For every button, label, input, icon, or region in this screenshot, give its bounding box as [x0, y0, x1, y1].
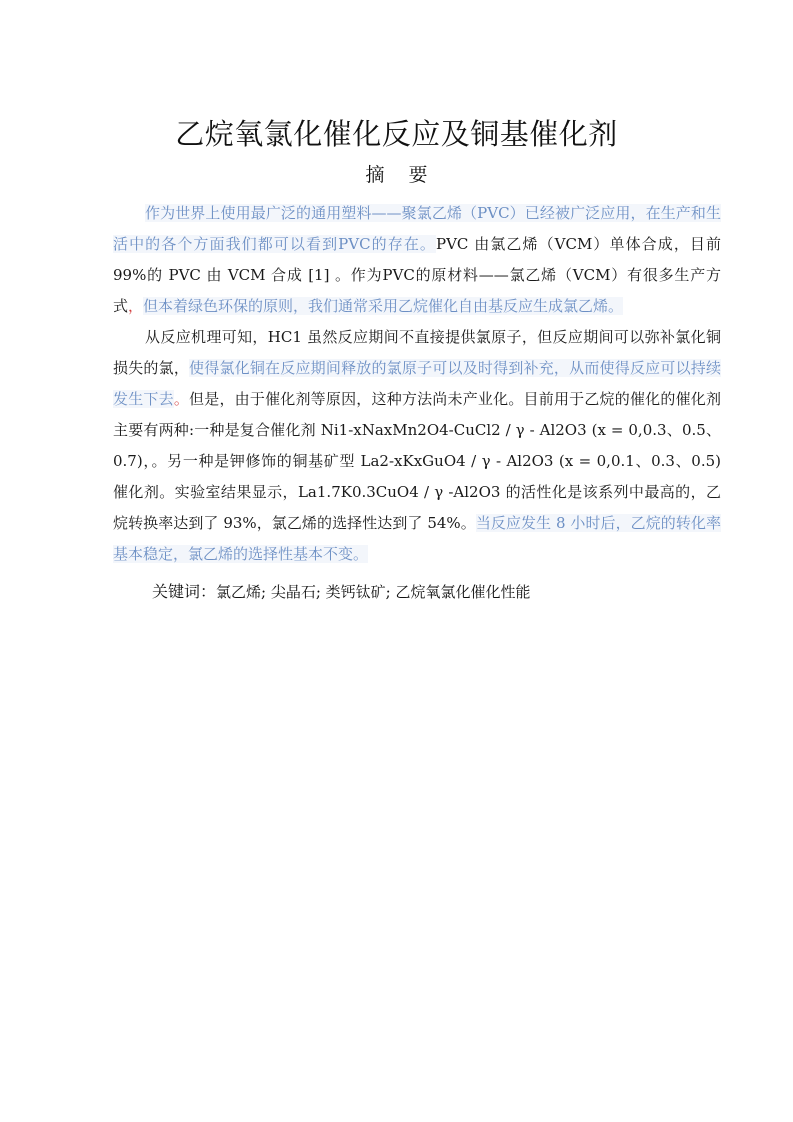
sentence: PVC 由氯乙烯（VCM）单体合成，目前 99%的 PVC 由 VCM 合成 [1] 。作为PVC的原材料——氯乙烯（VCM）有很多生产方式: [113, 235, 722, 315]
page-title: 乙烷氧氯化催化反应及铜基催化剂: [175, 117, 618, 151]
abstract-heading: [0, 160, 793, 187]
keywords-line: [152, 579, 732, 602]
sentence: 但是，由于催化剂等原因，这种方法尚未产业化。目前用于乙烷的催化的催化剂主要有两种:一种是复合催化剂 Ni1-xNaxMn2O4-CuCl2 / γ - Al2O3 (x = 0,0.3、0.5、0.7)，。另一种是钾修饰的铜基矿型 La2-xKxGuO4 / γ - Al2O3 (x = 0,0.1、0.3、0.5) 催化剂。实验室结果显示，La1.7K0.3CuO4 / γ -Al2O3 的活性化是该系列中最高的，乙烷转换率达到了 93%，氯乙烯的选择性达到了 54%。: [113, 390, 721, 532]
abstract-body: [113, 198, 721, 570]
abstract-heading-char-2: 要: [408, 164, 428, 186]
highlighted-sentence: 当反应发生 8 小时后，乙烷的转化率基本稳定，氯乙烯的选择性基本不变。: [113, 514, 721, 563]
highlighted-sentence: 但本着绿色环保的原则，我们通常采用乙烷催化自由基反应生成氯乙烯。: [143, 297, 624, 315]
punctuation-mark: ，: [128, 297, 144, 315]
sentence: 从反应机理可知，HC1 虽然反应期间不直接提供氯原子，但反应期间可以弥补氯化铜损失的氯，: [113, 328, 721, 377]
abstract-paragraph-1: [113, 198, 721, 322]
punctuation-mark: 。: [173, 390, 190, 408]
highlighted-sentence: 使得氯化铜在反应期间释放的氯原子可以及时得到补充，从而使得反应可以持续发生下去: [113, 359, 721, 408]
keywords-value: 氯乙烯; 尖晶石; 类钙钛矿; 乙烷氧氯化催化性能: [216, 583, 531, 601]
keywords-label: 关键词：: [152, 582, 217, 601]
abstract-paragraph-2: [113, 322, 721, 570]
abstract-heading-char-1: 摘: [365, 164, 385, 186]
highlighted-sentence: 作为世界上使用最广泛的通用塑料——聚氯乙烯（PVC）已经被广泛应用，在生产和生活中的各个方面我们都可以看到PVC的存在。: [113, 204, 721, 253]
